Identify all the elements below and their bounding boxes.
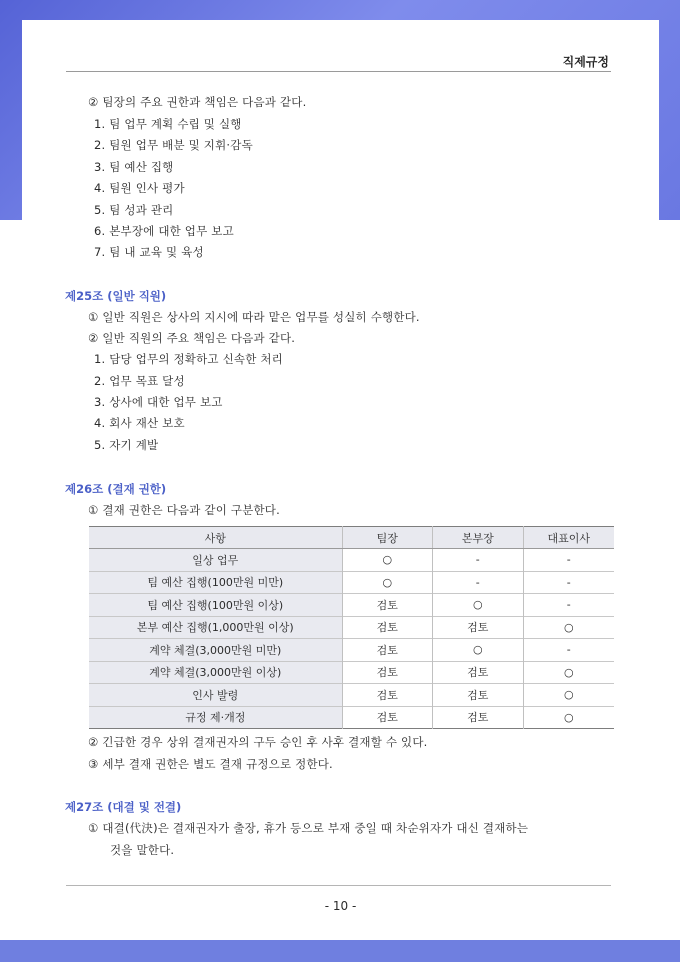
article26-para1: ① 결재 권한은 다음과 같이 구분한다. [88,503,280,517]
table-cell: - [523,571,614,594]
article26-para2: ② 긴급한 경우 상위 결재권자의 구두 승인 후 사후 결재할 수 있다. [88,735,428,749]
article24-item-2: 2. 팀원 업무 배분 및 지휘·감독 [94,138,253,152]
page-number: - 10 - [324,899,357,913]
article27-title: 제27조 (대결 및 전결) [65,800,182,814]
article24-item-5: 5. 팀 성과 관리 [94,203,174,217]
table-cell: ○ [523,616,614,639]
article26-para3: ③ 세부 결재 권한은 별도 결재 규정으로 정한다. [88,757,333,771]
table-cell: 팀 예산 집행(100만원 미만) [89,571,342,594]
table-cell: 검토 [342,594,432,617]
document-page [22,20,659,940]
table-cell: 본부 예산 집행(1,000만원 이상) [89,616,342,639]
approval-authority-table [89,526,614,729]
table-cell: ○ [523,684,614,707]
table-row [89,549,614,572]
table-cell: 팀 예산 집행(100만원 이상) [89,594,342,617]
table-cell: - [523,639,614,662]
table-row [89,616,614,639]
table-cell: 검토 [342,684,432,707]
table-row [89,706,614,729]
table-cell: - [433,549,523,572]
table-cell: 검토 [433,706,523,729]
article24-item-6: 6. 본부장에 대한 업무 보고 [94,224,234,238]
header-title: 직제규정 [562,55,609,69]
table-cell: ○ [342,549,432,572]
table-header-item: 사항 [89,527,342,549]
table-cell: 검토 [433,616,523,639]
table-header-team-leader: 팀장 [342,527,432,549]
table-cell: 계약 체결(3,000만원 미만) [89,639,342,662]
article25-item-2: 2. 업무 목표 달성 [94,374,185,388]
table-cell: - [523,594,614,617]
table-cell: 검토 [342,616,432,639]
table-row [89,571,614,594]
table-row [89,594,614,617]
article25-item-1: 1. 담당 업무의 정확하고 신속한 처리 [94,352,283,366]
article24-item-1: 1. 팀 업무 계획 수립 및 실행 [94,117,242,131]
table-cell: 검토 [342,706,432,729]
article26-title: 제26조 (결재 권한) [65,482,167,496]
table-cell: ○ [433,639,523,662]
table-cell: 규정 제·개정 [89,706,342,729]
article25-title: 제25조 (일반 직원) [65,289,167,303]
background-bottom [0,940,680,962]
table-cell: - [523,549,614,572]
table-cell: 일상 업무 [89,549,342,572]
table-row [89,639,614,662]
article24-item-7: 7. 팀 내 교육 및 육성 [94,245,204,259]
table-cell: 검토 [342,639,432,662]
table-cell: ○ [433,594,523,617]
table-header-division-head: 본부장 [433,527,523,549]
article25-para2: ② 일반 직원의 주요 책임은 다음과 같다. [88,331,296,345]
article25-item-5: 5. 자기 계발 [94,438,159,452]
article25-item-4: 4. 회사 재산 보호 [94,416,185,430]
table-cell: 검토 [433,684,523,707]
table-cell: 계약 체결(3,000만원 이상) [89,661,342,684]
table-cell: ○ [342,571,432,594]
header-divider [66,71,611,72]
article25-para1: ① 일반 직원은 상사의 지시에 따라 맡은 업무를 성실히 수행한다. [88,310,420,324]
article25-item-3: 3. 상사에 대한 업무 보고 [94,395,223,409]
article27-para1-line1: ① 대결(代決)은 결재권자가 출장, 휴가 등으로 부재 중일 때 차순위자가 대신 결재하는 [88,821,529,835]
table-cell: ○ [523,706,614,729]
table-cell: 검토 [433,661,523,684]
article27-para1-line2: 것을 말한다. [110,843,175,857]
article24-item-3: 3. 팀 예산 집행 [94,160,174,174]
table-header-row [89,527,614,549]
article24-item-4: 4. 팀원 인사 평가 [94,181,185,195]
table-row [89,661,614,684]
table-row [89,684,614,707]
table-cell: - [433,571,523,594]
table-cell: ○ [523,661,614,684]
footer-divider [66,885,611,886]
article24-para2: ② 팀장의 주요 권한과 책임은 다음과 같다. [88,95,307,109]
table-cell: 검토 [342,661,432,684]
table-cell: 인사 발령 [89,684,342,707]
table-header-ceo: 대표이사 [523,527,614,549]
